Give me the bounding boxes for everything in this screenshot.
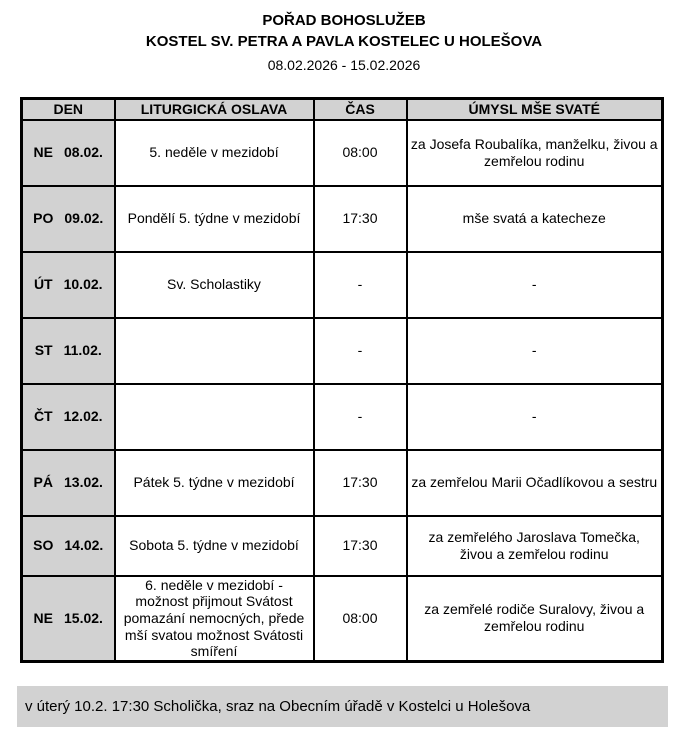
feast-cell: Sobota 5. týdne v mezidobí: [115, 516, 314, 576]
feast-cell: 6. neděle v mezidobí - možnost přijmout Svátost pomazání nemocných, přede mší svatou možnost Svátosti smíření: [115, 576, 314, 662]
day-date: 12.02.: [63, 408, 103, 425]
day-cell: [22, 186, 115, 252]
day-cell: [22, 384, 115, 450]
table-header-row: [22, 99, 663, 120]
feast-cell: 5. neděle v mezidobí: [115, 120, 314, 186]
day-date: 15.02.: [64, 609, 103, 626]
day-date: 09.02.: [64, 210, 104, 227]
day-abbr: ST: [34, 342, 53, 359]
page-subtitle: KOSTEL SV. PETRA A PAVLA KOSTELEC U HOLEŠOVA: [145, 33, 543, 50]
column-header-den: DEN: [22, 99, 115, 120]
intention-cell: -: [407, 252, 663, 318]
day-cell: [22, 318, 115, 384]
table-row: [22, 576, 663, 662]
day-date: 11.02.: [63, 342, 102, 359]
day-abbr: PO: [33, 210, 54, 227]
day-abbr: PÁ: [33, 474, 53, 491]
time-cell: 08:00: [314, 120, 407, 186]
day-abbr: NE: [33, 609, 53, 626]
day-date: 14.02.: [64, 537, 104, 554]
column-header-intention: ÚMYSL MŠE SVATÉ: [407, 99, 663, 120]
time-cell: 17:30: [314, 186, 407, 252]
day-cell: [22, 252, 115, 318]
time-cell: -: [314, 252, 407, 318]
intention-cell: -: [407, 318, 663, 384]
table-row: [22, 516, 663, 576]
day-date: 08.02.: [64, 144, 103, 161]
schedule-table: [20, 97, 664, 663]
table-row: [22, 318, 663, 384]
table-row: [22, 252, 663, 318]
time-cell: -: [314, 384, 407, 450]
column-header-liturgical: LITURGICKÁ OSLAVA: [115, 99, 314, 120]
page-title: POŘAD BOHOSLUŽEB: [262, 12, 426, 29]
day-abbr: NE: [33, 144, 53, 161]
day-cell: [22, 576, 115, 662]
intention-cell: za zemřelé rodiče Suralovy, živou a zemřelou rodinu: [407, 576, 663, 662]
time-cell: 17:30: [314, 516, 407, 576]
day-abbr: SO: [33, 537, 54, 554]
day-abbr: ÚT: [33, 276, 53, 293]
intention-cell: za Josefa Roubalíka, manželku, živou a zemřelou rodinu: [407, 120, 663, 186]
intention-cell: za zemřelého Jaroslava Tomečka, živou a zemřelou rodinu: [407, 516, 663, 576]
table-row: [22, 450, 663, 516]
feast-cell: Sv. Scholastiky: [115, 252, 314, 318]
intention-cell: mše svatá a katecheze: [407, 186, 663, 252]
feast-cell: Pondělí 5. týdne v mezidobí: [115, 186, 314, 252]
table-row: [22, 120, 663, 186]
date-range: 08.02.2026 - 15.02.2026: [267, 57, 421, 73]
footer-note: v úterý 10.2. 17:30 Scholička, sraz na Obecním úřadě v Kostelci u Holešova: [17, 686, 668, 727]
time-cell: 17:30: [314, 450, 407, 516]
day-cell: [22, 450, 115, 516]
day-date: 10.02.: [63, 276, 103, 293]
intention-cell: -: [407, 384, 663, 450]
day-abbr: ČT: [33, 408, 53, 425]
table-row: [22, 384, 663, 450]
time-cell: 08:00: [314, 576, 407, 662]
document-header: [0, 0, 688, 75]
table-row: [22, 186, 663, 252]
day-cell: [22, 120, 115, 186]
time-cell: -: [314, 318, 407, 384]
column-header-time: ČAS: [314, 99, 407, 120]
day-date: 13.02.: [64, 474, 103, 491]
intention-cell: za zemřelou Marii Očadlíkovou a sestru: [407, 450, 663, 516]
day-cell: [22, 516, 115, 576]
feast-cell: [115, 318, 314, 384]
feast-cell: Pátek 5. týdne v mezidobí: [115, 450, 314, 516]
feast-cell: [115, 384, 314, 450]
